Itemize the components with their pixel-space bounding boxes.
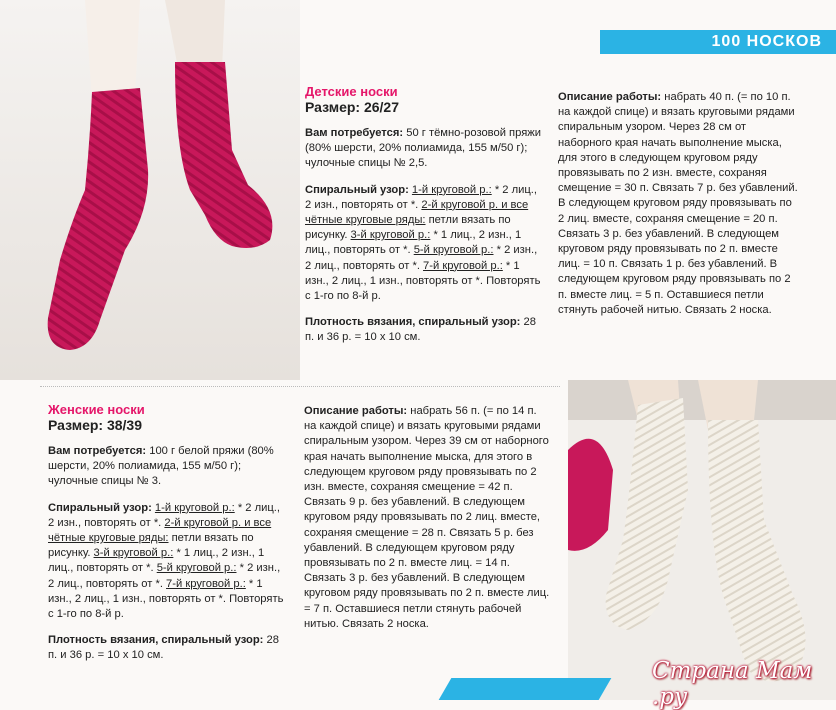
kids-row-5: 5-й круговой р.: <box>413 244 494 257</box>
women-description-text: набрать 56 п. (= по 14 п. на каждой спице) и вязать круговыми рядами спиральным узором. Через 39 см от наборного края начать выполнение мыска, для этого в следующем круговом ряду провязывать по 2 изн. вместе, сохраняя смещение = 42 п. Связать 9 р. без убавлений. В следующем круговом ряду провязывать по 2 лиц. вместе, сохраняя смещение = 28 п. Связать 5 р. без убавлений. В следующем круговом ряду провязывать по 2 п. вместе лиц. = 14 п. Связать 3 р. без убавлений. В следующем круговом ряду провязывать по 2 п. вместе лиц. = 7 п. Оставшиеся петли стянуть рабочей нитью. Связать 2 носка. <box>304 405 550 630</box>
women-density-text: 28 п. и 36 р. = 10 x 10 см. <box>48 634 279 662</box>
kids-size: Размер: 26/27 <box>305 99 400 115</box>
women-spiral-label: Спиральный узор: <box>48 501 152 514</box>
kids-density <box>305 315 545 345</box>
kids-row-2-text: петли вязать по рисунку. <box>305 214 511 242</box>
kids-spiral-pattern <box>305 183 545 305</box>
kids-materials-text: 50 г тёмно-розовой пряжи (80% шерсти, 20% полиамида, 155 м/50 г); чулочные спицы № 2,5. <box>305 127 542 170</box>
kids-description-text: набрать 40 п. (= по 10 п. на каждой спице) и вязать круговыми рядами спиральным узором. Через 28 см от наборного края начать выполнение мыска, для этого в следующем круговом ряду провязывать по 2 изн. вместе, сохраняя смещение = 30 п. Связать 7 р. без убавлений. В следующем круговом ряду провязывать по 2 лиц. вместе, сохраняя смещение = 20 п. Связать 3 р. без убавлений. В следующем круговом ряду провязывать по 2 п. вместе лиц. = 10 п. Связать 1 р. без убавлений. В следующем круговом ряду провязывать по 2 п. вместе лиц. = 5 п. Оставшиеся петли стянуть рабочей нитью. Связать 2 носка. <box>558 91 798 316</box>
kids-materials <box>305 126 545 172</box>
women-row-2: 2-й круговой р. и все чётные круговые ряды: <box>48 516 272 545</box>
kids-description-label: Описание работы: <box>558 91 662 103</box>
women-density-label: Плотность вязания, спиральный узор: <box>48 634 264 647</box>
kids-materials-label: Вам потребуется: <box>305 127 404 139</box>
kids-section <box>305 84 545 346</box>
watermark-logo: Страна Мам .ру <box>652 658 813 710</box>
kids-description <box>558 90 798 318</box>
kids-row-5-text: * 2 изн., 2 лиц., повторять от *. <box>305 244 538 272</box>
kids-row-7: 7-й круговой р.: <box>423 259 503 272</box>
women-materials-label: Вам потребуется: <box>48 445 147 457</box>
women-title: Женские носки <box>48 402 145 417</box>
women-size: Размер: 38/39 <box>48 417 143 433</box>
women-row-3-text: * 1 лиц., 2 изн., 1 лиц., повторять от *. <box>48 547 265 575</box>
kids-description-text-block <box>558 90 798 318</box>
women-density <box>48 633 288 663</box>
kids-row-3-text: * 1 лиц., 2 изн., 1 лиц., повторять от *. <box>305 229 522 257</box>
women-materials-text: 100 г белой пряжи (80% шерсти, 20% полиамида, 155 м/50 г); чулочные спицы № 3. <box>48 445 274 488</box>
women-row-3: 3-й круговой р.: <box>93 547 174 560</box>
women-row-2-text: петли вязать по рисунку. <box>48 532 254 560</box>
kids-density-text: 28 п. и 36 р. = 10 x 10 см. <box>305 316 536 344</box>
women-row-7: 7-й круговой р.: <box>166 577 246 590</box>
women-row-5: 5-й круговой р.: <box>156 562 237 575</box>
women-description-text-block <box>304 404 552 632</box>
women-row-1: 1-й круговой р.: <box>154 501 235 514</box>
white-socks-photo <box>568 380 836 700</box>
kids-row-7-text: * 1 изн., 2 лиц., 1 изн., повторять от *. Повторять с 1-го по 8-й р. <box>305 259 541 303</box>
kids-row-1: 1-й круговой р.: <box>411 183 492 196</box>
women-section <box>48 402 288 664</box>
section-divider <box>40 386 560 387</box>
women-row-7-text: * 1 изн., 2 лиц., 1 изн., повторять от *. Повторять с 1-го по 8-й р. <box>48 577 284 621</box>
kids-title: Детские носки <box>305 84 398 99</box>
section-banner: 100 НОСКОВ <box>600 30 836 54</box>
kids-row-2: 2-й круговой р. и все чётные круговые ряды: <box>305 198 529 227</box>
women-description-label: Описание работы: <box>304 405 408 417</box>
kids-row-3: 3-й круговой р.: <box>350 229 431 242</box>
kids-row-1-text: * 2 лиц., 2 изн., повторять от *. <box>305 183 538 211</box>
corner-decoration <box>439 678 612 700</box>
women-row-1-text: * 2 лиц., 2 изн., повторять от *. <box>48 501 281 529</box>
women-description <box>304 404 552 632</box>
kids-spiral-label: Спиральный узор: <box>305 183 409 196</box>
kids-density-label: Плотность вязания, спиральный узор: <box>305 316 521 329</box>
pink-socks-photo <box>0 0 300 380</box>
women-materials <box>48 444 288 490</box>
women-spiral-pattern <box>48 501 288 623</box>
women-row-5-text: * 2 изн., 2 лиц., повторять от *. <box>48 562 281 590</box>
